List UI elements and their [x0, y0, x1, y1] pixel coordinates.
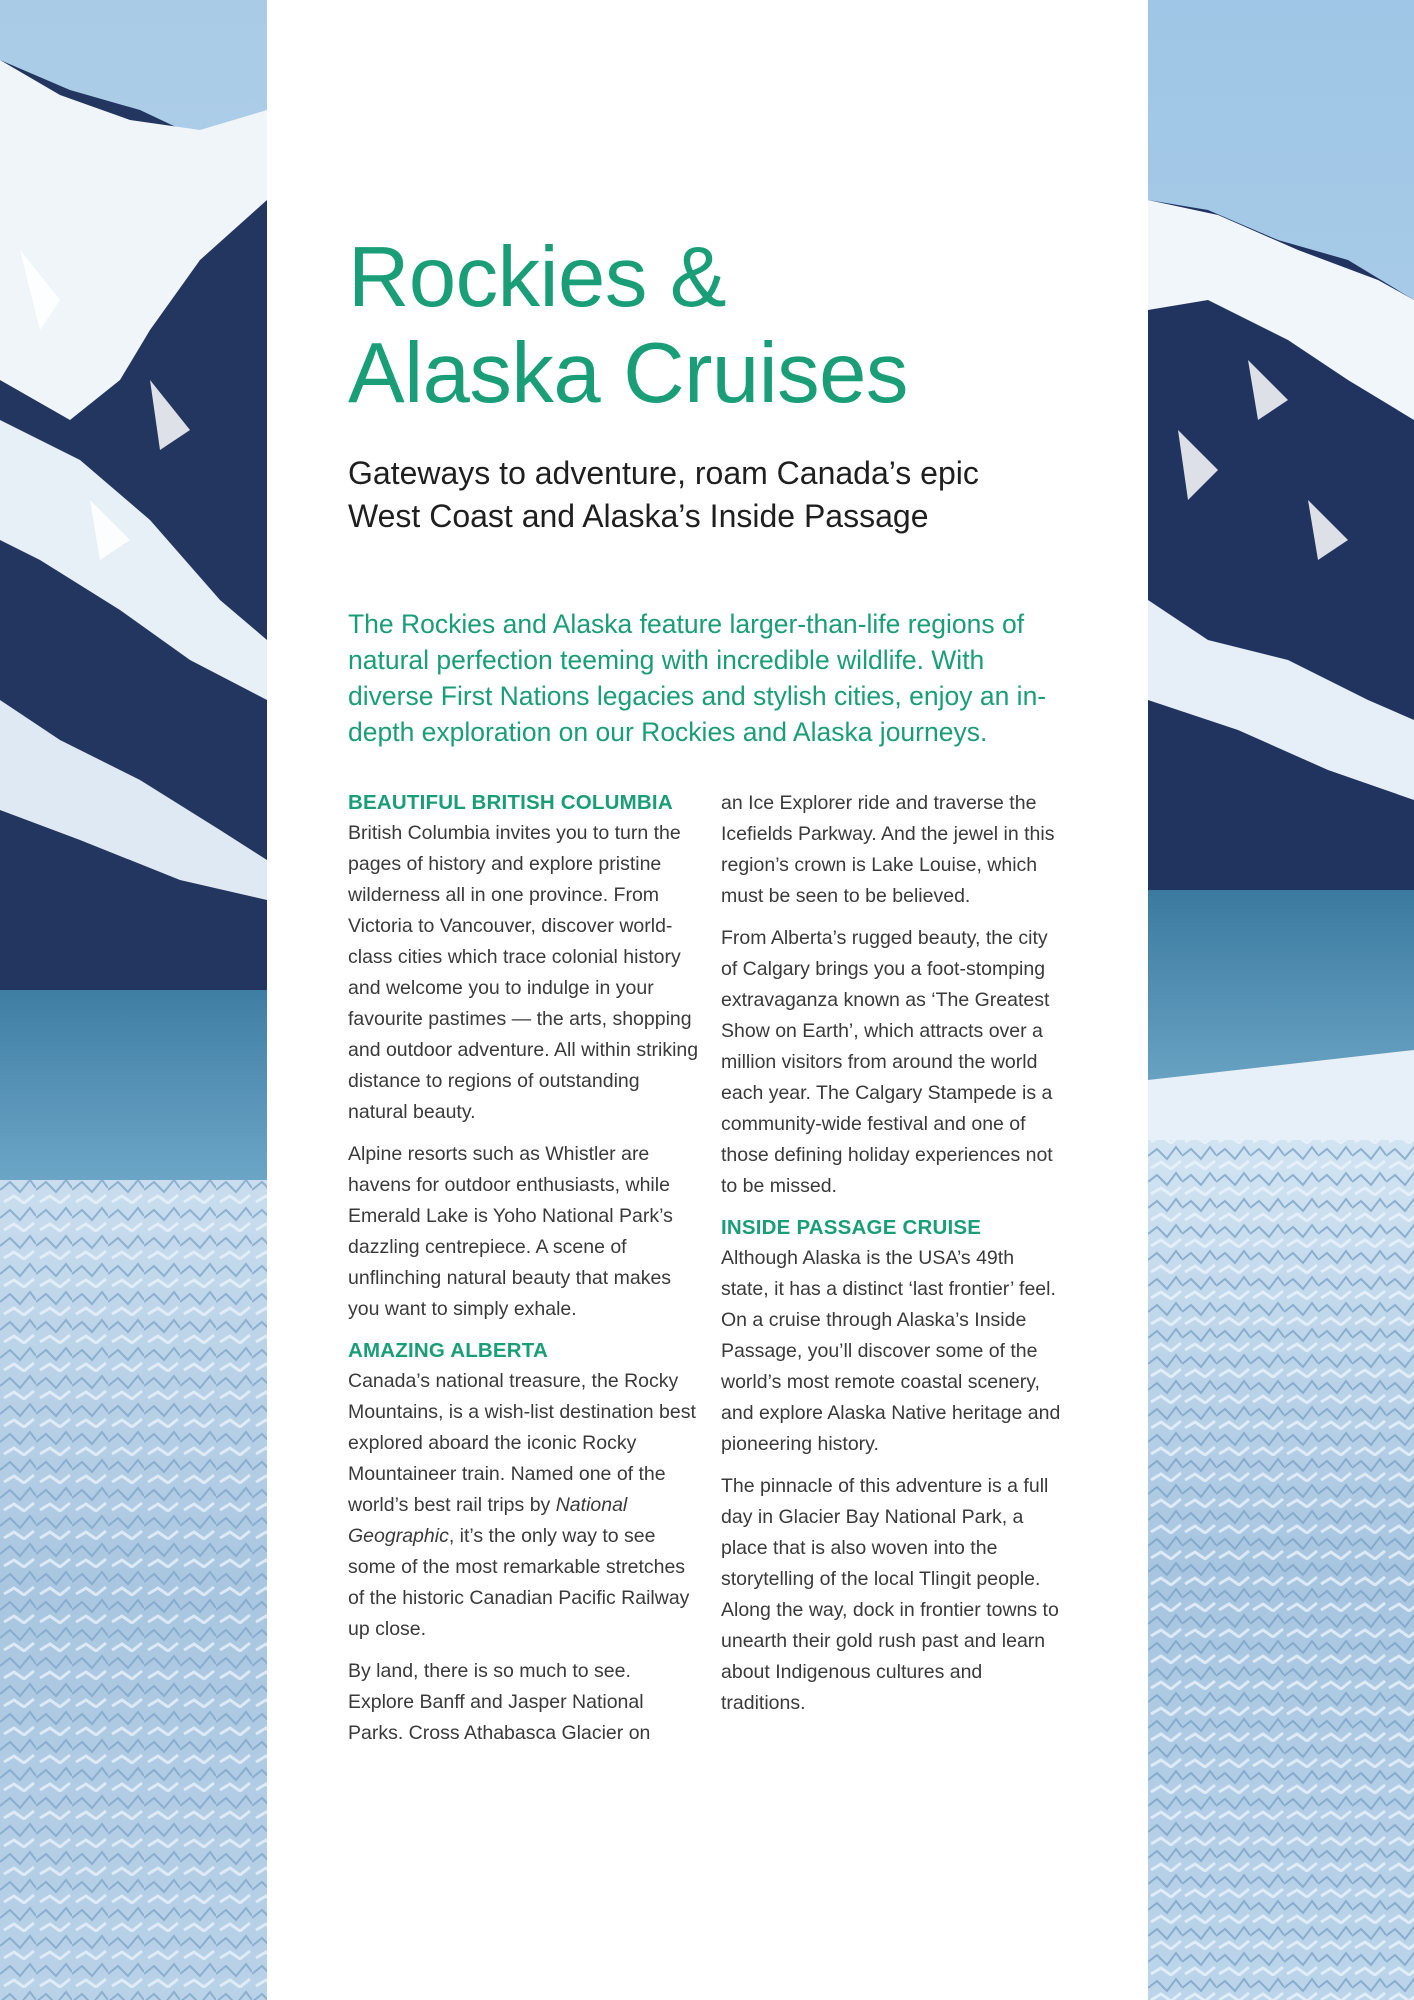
alberta-p1-publication: National Geographic: [348, 1494, 628, 1547]
title-line-2: Alaska Cruises: [348, 326, 908, 421]
glacier-photo-left: [0, 0, 267, 2000]
subtitle-line-1: Gateways to adventure, roam Canada’s epic: [348, 455, 979, 491]
subtitle-line-2: West Coast and Alaska’s Inside Passage: [348, 498, 929, 534]
body-columns: [348, 788, 1068, 1760]
glacier-photo-right: [1148, 0, 1414, 2000]
alberta-paragraph-3: From Alberta’s rugged beauty, the city of Calgary brings you a foot-stomping extravaganza known as ‘The Greatest Show on Earth’, which attracts over a million visitors from around the world each year. The Calgary Stampede is a community-wide festival and one of those defining holiday experiences not to be missed.: [721, 927, 1053, 1197]
inside-passage-paragraph-1: Although Alaska is the USA’s 49th state, it has a distinct ‘last frontier’ feel. On a cruise through Alaska’s Inside Passage, you’ll discover some of the world’s most remote coastal scenery, and explore Alaska Native heritage and pioneering history.: [721, 1247, 1061, 1455]
alberta-p1-before: Canada’s national treasure, the Rocky Mountains, is a wish-list destination best explored aboard the iconic Rocky Mountaineer train. Named one of the world’s best rail trips by: [348, 1370, 696, 1516]
bc-paragraph-1: British Columbia invites you to turn the pages of history and explore pristine wilderness all in one province. From Victoria to Vancouver, discover world-class cities which trace colonial history and welcome you to indulge in your favourite pastimes — the arts, shopping and outdoor adventure. All within striking distance to regions of outstanding natural beauty.: [348, 822, 699, 1123]
title-line-1: Rockies &: [348, 230, 727, 325]
inside-passage-paragraph-2: The pinnacle of this adventure is a full day in Glacier Bay National Park, a place that is also woven into the storytelling of the local Tlingit people. Along the way, dock in frontier towns to unearth their gold rush past and learn about Indigenous cultures and traditions.: [721, 1475, 1059, 1714]
section-heading-alberta: AMAZING ALBERTA: [348, 1339, 549, 1362]
alberta-paragraph-2-end: an Ice Explorer ride and traverse the Icefields Parkway. And the jewel in this region’s crown is Lake Louise, which must be seen to be believed.: [721, 792, 1055, 907]
alberta-p1-after: , it’s the only way to see some of the most remarkable stretches of the historic Canadian Pacific Railway up close.: [348, 1525, 690, 1640]
left-column: [348, 788, 700, 1760]
page-title: [348, 230, 1068, 422]
alberta-paragraph-2-start: By land, there is so much to see. Explore Banff and Jasper National Parks. Cross Athabasca Glacier on: [348, 1660, 651, 1744]
bc-paragraph-2: Alpine resorts such as Whistler are havens for outdoor enthusiasts, while Emerald Lake is Yoho National Park’s dazzling centrepiece. A scene of unflinching natural beauty that makes you want to simply exhale.: [348, 1143, 673, 1320]
article: [348, 230, 1068, 1760]
subtitle: [348, 452, 1068, 538]
intro-paragraph: The Rockies and Alaska feature larger-than-life regions of natural perfection teeming with incredible wildlife. With diverse First Nations legacies and stylish cities, enjoy an in-depth exploration on our Rockies and Alaska journeys.: [348, 609, 1047, 747]
text-panel: [267, 0, 1148, 2000]
section-heading-bc: BEAUTIFUL BRITISH COLUMBIA: [348, 791, 673, 814]
section-heading-inside-passage: INSIDE PASSAGE CRUISE: [721, 1216, 982, 1239]
alberta-paragraph-1: [348, 1366, 700, 1645]
right-column: [721, 788, 1066, 1760]
